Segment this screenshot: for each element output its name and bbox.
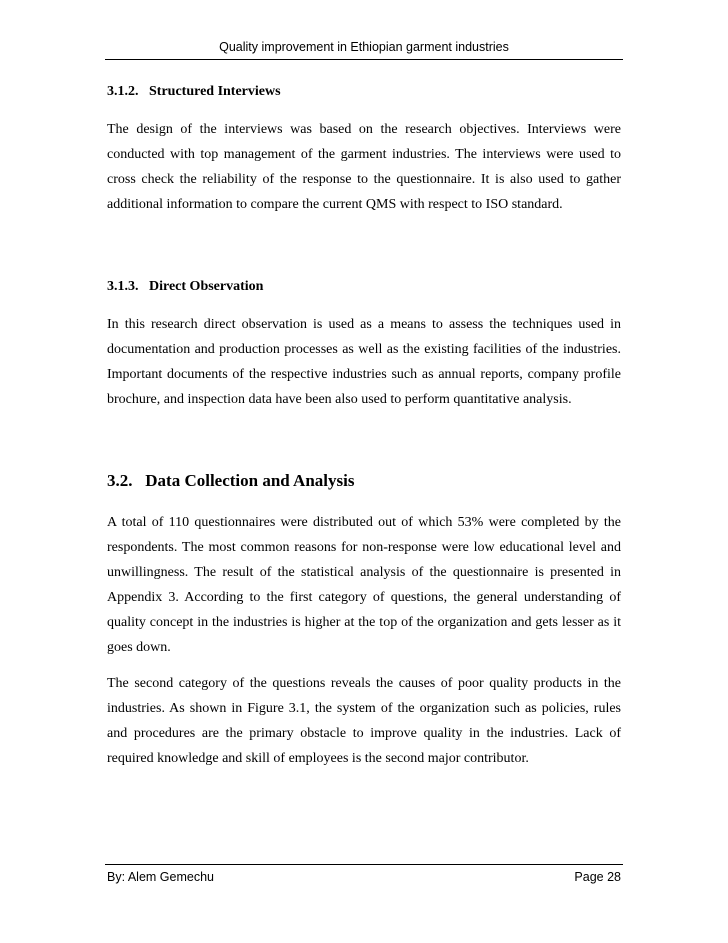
- paragraph-data-collection-2: The second category of the questions reveals the causes of poor quality products in the industries. As shown in Figure 3.1, the system of the organization such as policies, rules and procedures are the primary obstacle to improve quality in the industries. Lack of required knowledge and skill of employees is the second major contributor.: [107, 676, 621, 766]
- section-heading-structured-interviews: 3.1.2. Structured Interviews: [107, 84, 281, 99]
- section-heading-data-collection: 3.2. Data Collection and Analysis: [107, 471, 355, 490]
- paragraph-direct-observation: In this research direct observation is used as a means to assess the techniques used in documentation and production processes as well as the existing facilities of the industries. Important documents of the respective industries such as annual reports, company profile brochure, and inspection data have been also used to perform quantitative analysis.: [107, 317, 621, 407]
- section-heading-direct-observation: 3.1.3. Direct Observation: [107, 279, 264, 294]
- footer-author: By: Alem Gemechu: [107, 870, 214, 884]
- page-header: Quality improvement in Ethiopian garment industries: [219, 40, 509, 54]
- paragraph-structured-interviews: The design of the interviews was based on the research objectives. Interviews were conducted with top management of the garment industries. The interviews were used to cross check the reliability of the response to the questionnaire. It is also used to gather additional information to compare the current QMS with respect to ISO standard.: [107, 122, 621, 212]
- footer-rule: [105, 864, 623, 865]
- header-rule: [105, 59, 623, 60]
- page-content: [107, 84, 621, 771]
- footer-page-number: Page 28: [574, 870, 621, 884]
- paragraph-data-collection-1: A total of 110 questionnaires were distributed out of which 53% were completed by the respondents. The most common reasons for non-response were low educational level and unwillingness. The result of the statistical analysis of the questionnaire is presented in Appendix 3. According to the first category of questions, the general understanding of quality concept in the industries is higher at the top of the organization and gets lesser as it goes down.: [107, 515, 621, 655]
